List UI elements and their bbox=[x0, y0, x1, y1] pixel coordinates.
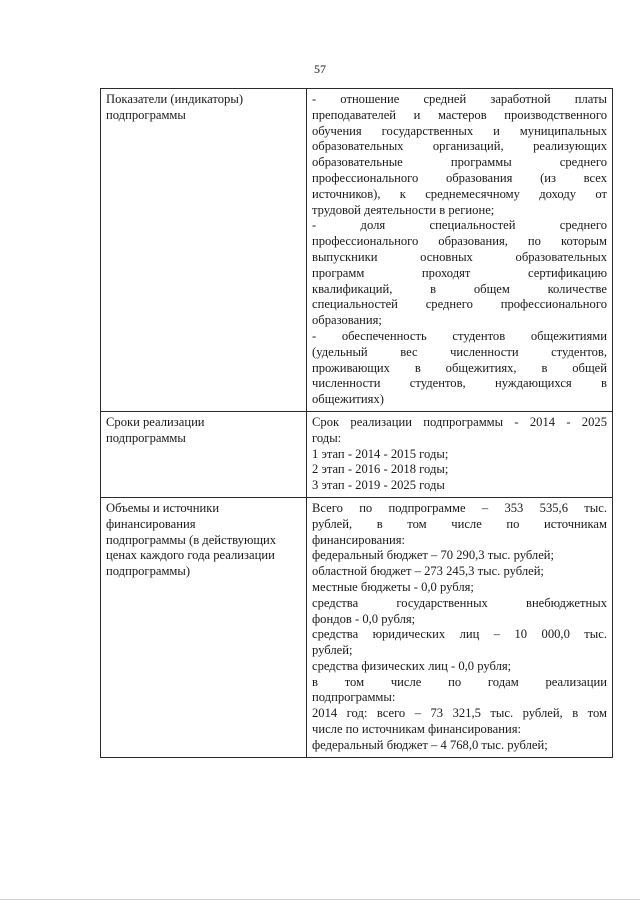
row-content-line: федеральный бюджет – 70 290,3 тыс. рублей; bbox=[312, 548, 555, 563]
row-label-line: подпрограммы (в действующих bbox=[106, 532, 277, 547]
row-content-line: годы: bbox=[312, 430, 342, 445]
row-content-line: рублей; bbox=[312, 643, 353, 658]
row-label-cell bbox=[101, 411, 307, 497]
row-content-line: выпускники основных образовательных bbox=[312, 249, 607, 264]
row-content-line: средства юридических лиц – 10 000,0 тыс. bbox=[312, 627, 607, 642]
row-content-line: финансирования: bbox=[312, 532, 406, 547]
row-content-line: 3 этап - 2019 - 2025 годы bbox=[312, 478, 445, 493]
row-content-line: специальностей среднего профессионального bbox=[312, 297, 607, 312]
row-label-line: подпрограммы) bbox=[106, 564, 191, 579]
row-content-line: - доля специальностей среднего bbox=[312, 218, 607, 233]
row-label-line: ценах каждого года реализации bbox=[106, 548, 275, 563]
row-content-line: областной бюджет – 273 245,3 тыс. рублей; bbox=[312, 564, 544, 579]
row-content-line: 1 этап - 2014 - 2015 годы; bbox=[312, 446, 449, 461]
row-label-cell bbox=[101, 89, 307, 412]
table-row bbox=[101, 89, 613, 412]
table-row bbox=[101, 411, 613, 497]
page-number: 57 bbox=[314, 62, 326, 76]
row-label-line: Показатели (индикаторы) bbox=[106, 92, 244, 106]
row-label-line: Сроки реализации bbox=[106, 414, 205, 429]
row-content-line: образования; bbox=[312, 313, 382, 328]
row-content-line: общежитиях) bbox=[312, 392, 384, 407]
page-bottom-rule bbox=[0, 899, 640, 900]
row-content-line: проживающих в общежитиях, в общей bbox=[312, 360, 607, 375]
row-label-line: подпрограммы bbox=[106, 107, 186, 122]
row-label-line: Объемы и источники bbox=[106, 500, 220, 515]
row-content-line: источников), к среднемесячному доходу от bbox=[312, 186, 607, 201]
passport-table bbox=[100, 88, 613, 758]
row-content-line: средства государственных внебюджетных bbox=[312, 595, 607, 610]
row-content-line: - отношение средней заработной платы bbox=[312, 92, 607, 106]
row-label-cell bbox=[101, 497, 307, 757]
row-content-line: 2 этап - 2016 - 2018 годы; bbox=[312, 462, 449, 477]
table-row bbox=[101, 497, 613, 757]
row-content-line: в том числе по годам реализации bbox=[312, 674, 607, 689]
row-content-line: профессионального образования, по которым bbox=[312, 234, 607, 249]
row-content-cell bbox=[307, 497, 613, 757]
row-content-line: рублей, в том числе по источникам bbox=[312, 516, 607, 531]
row-content-line: численности студентов, нуждающихся в bbox=[312, 376, 607, 391]
row-content-line: подпрограммы: bbox=[312, 690, 396, 705]
row-content-line: трудовой деятельности в регионе; bbox=[312, 202, 495, 217]
row-content-line: Срок реализации подпрограммы - 2014 - 2025 bbox=[312, 414, 607, 429]
row-label-line: финансирования bbox=[106, 516, 196, 531]
row-content-line: 2014 год: всего – 73 321,5 тыс. рублей, в том bbox=[312, 706, 607, 721]
row-content-line: квалификаций, в общем количестве bbox=[312, 281, 607, 296]
row-content-line: образовательных организаций, реализующих bbox=[312, 139, 607, 154]
row-content-line: профессионального образования (из всех bbox=[312, 170, 607, 185]
row-content-line: - обеспеченность студентов общежитиями bbox=[312, 328, 607, 343]
row-content-line: Всего по подпрограмме – 353 535,6 тыс. bbox=[312, 500, 607, 515]
row-content-line: программ проходят сертификацию bbox=[312, 265, 607, 280]
row-content-cell bbox=[307, 89, 613, 412]
row-content-line: федеральный бюджет – 4 768,0 тыс. рублей; bbox=[312, 737, 548, 752]
row-content-line: числе по источникам финансирования: bbox=[312, 722, 521, 737]
row-content-line: средства физических лиц - 0,0 рубля; bbox=[312, 658, 512, 673]
row-content-line: образовательные программы среднего bbox=[312, 155, 607, 170]
row-content-line: обучения государственных и муниципальных bbox=[312, 123, 607, 138]
row-content-line: (удельный вес численности студентов, bbox=[312, 344, 607, 359]
row-content-line: фондов - 0,0 рубля; bbox=[312, 611, 416, 626]
row-content-cell bbox=[307, 411, 613, 497]
row-content-line: преподавателей и мастеров производственного bbox=[312, 107, 607, 122]
row-label-line: подпрограммы bbox=[106, 430, 186, 445]
row-content-line: местные бюджеты - 0,0 рубля; bbox=[312, 579, 474, 594]
